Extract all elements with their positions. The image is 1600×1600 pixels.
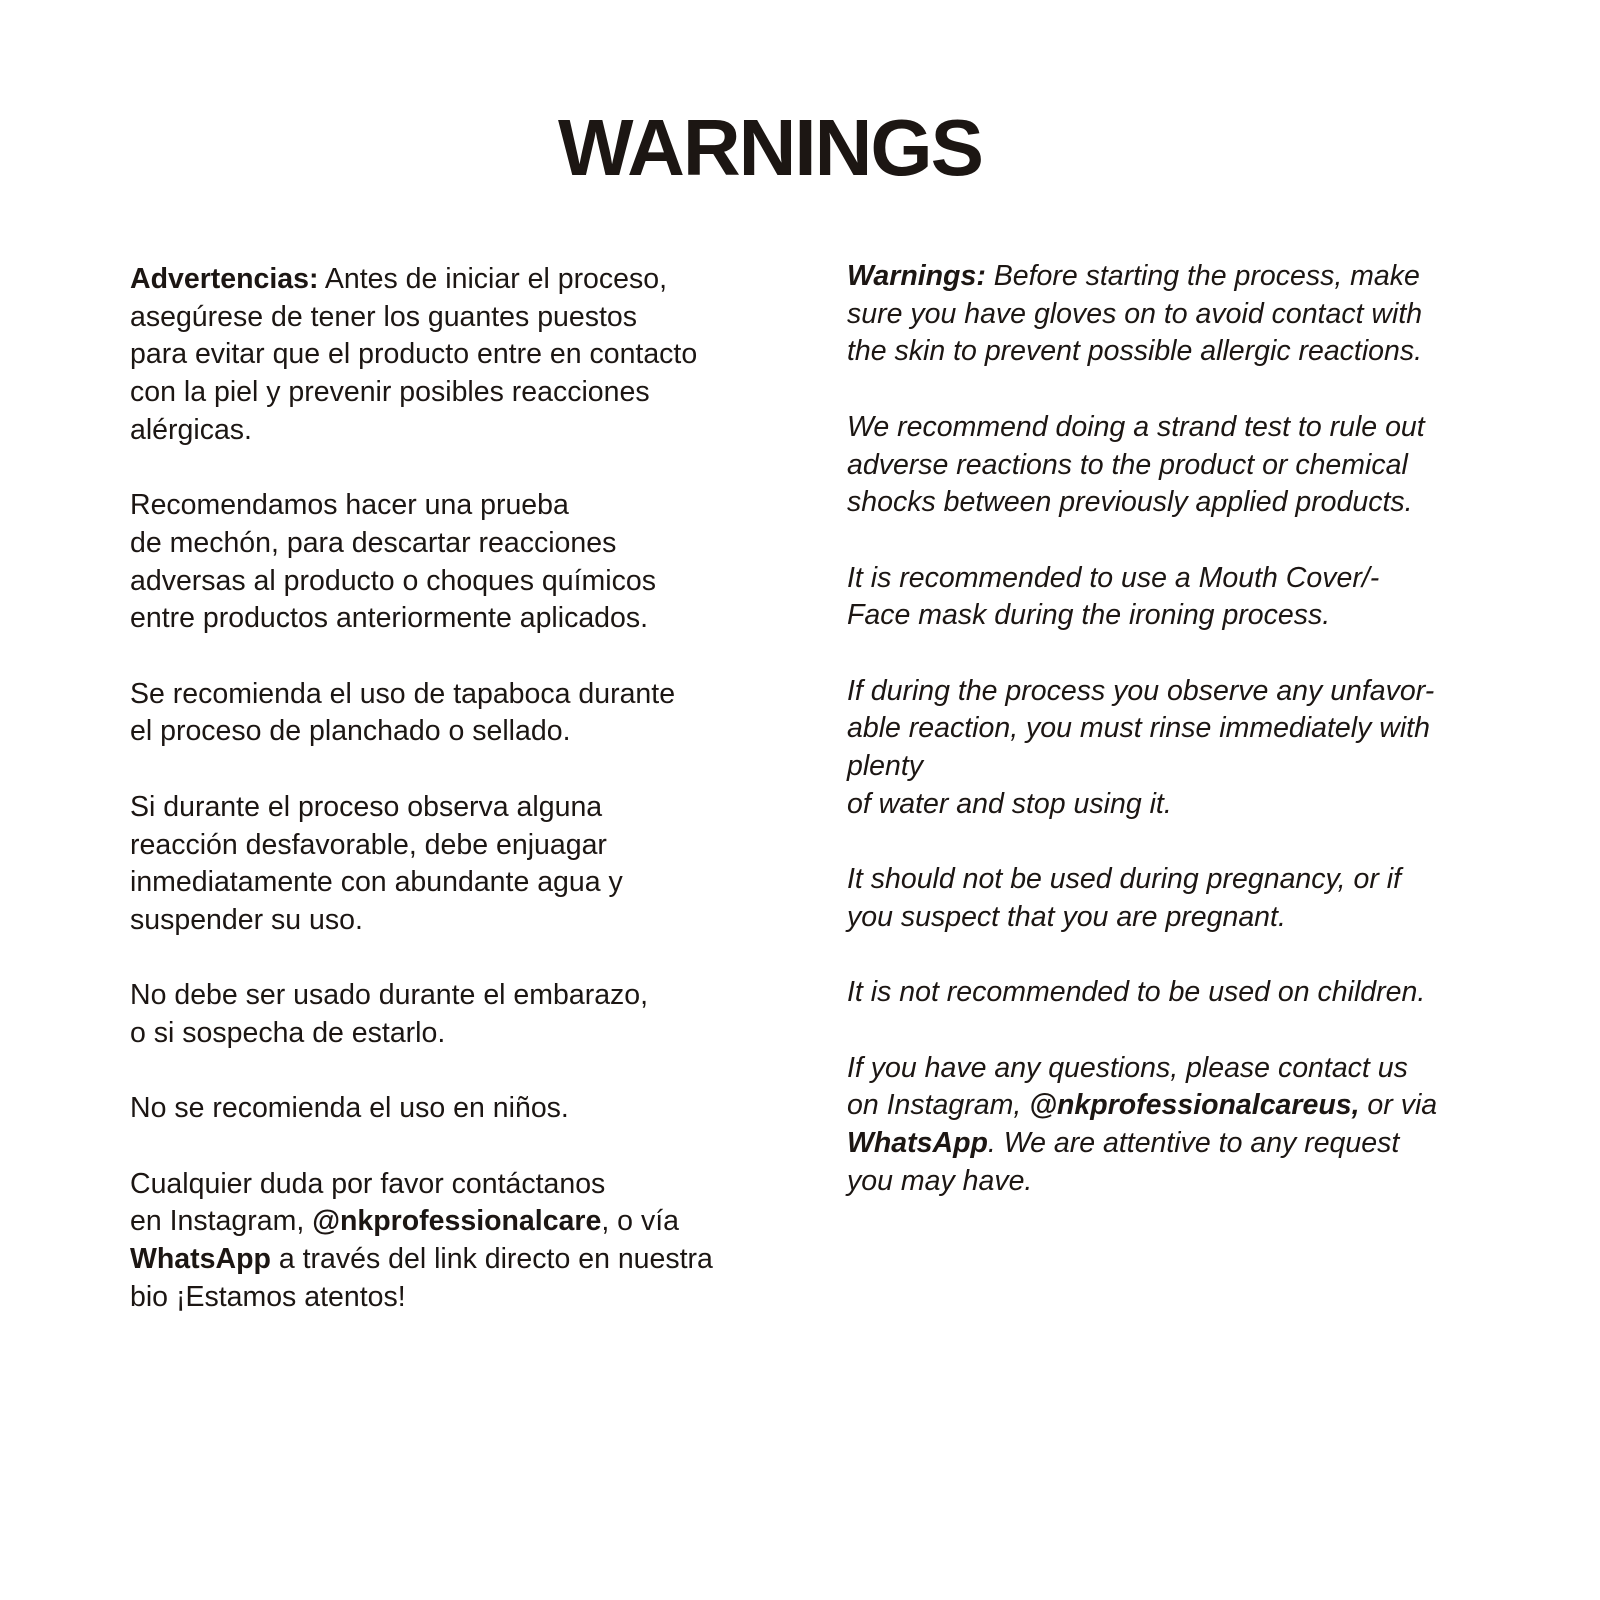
spanish-warnings-column (130, 261, 770, 1354)
instagram-handle: @nkprofessionalcare (312, 1205, 602, 1238)
spanish-lead-label: Advertencias: (130, 263, 319, 295)
spanish-paragraph-mask: Se recomienda el uso de tapaboca durante el proceso de planchado o sellado. (130, 677, 676, 748)
english-paragraph-mask: It is recommended to use a Mouth Cover/- Face mask during the ironing process. (847, 561, 1380, 632)
english-lead-label: Warnings: (847, 260, 986, 292)
spanish-paragraph-children: No se recomienda el uso en niños. (130, 1092, 569, 1125)
english-paragraph-pregnancy: It should not be used during pregnancy, or if you suspect that you are pregnant. (847, 863, 1401, 933)
spanish-paragraph-strand-test: Recomendamos hacer una prueba de mechón, para descartar reacciones adversas al producto o choques químicos entre productos anteriormente aplicados. (130, 489, 656, 635)
spanish-paragraph-contact: Cualquier duda por favor contáctanos en Instagram, @nkprofessionalcare, o vía WhatsApp a través del link directo en nuestra bio ¡Estamos atentos! (130, 1167, 713, 1313)
english-paragraph-reaction: If during the process you observe any unfavor- able reaction, you must rinse immediately with plenty of water and stop using it. (847, 674, 1435, 820)
english-paragraph-children: It is not recommended to be used on children. (847, 976, 1426, 1009)
whatsapp-label: WhatsApp (130, 1243, 271, 1276)
english-paragraph-strand-test: We recommend doing a strand test to rule out adverse reactions to the product or chemical shocks between previously applied products. (847, 410, 1425, 519)
whatsapp-label-en: WhatsApp (847, 1127, 988, 1160)
english-paragraph-gloves: Warnings: Before starting the process, make sure you have gloves on to avoid contact with the skin to prevent possible allergic reactions. (847, 260, 1423, 368)
instagram-handle-us: @nkprofessionalcareus, (1029, 1089, 1360, 1122)
english-paragraph-contact: If you have any questions, please contact us on Instagram, @nkprofessionalcareus, or via WhatsApp. We are attentive to any request you may have. (847, 1051, 1438, 1197)
spanish-paragraph-gloves: Advertencias: Antes de iniciar el proceso, asegúrese de tener los guantes puestos para evitar que el producto entre en contacto con la piel y prevenir posibles reacciones alérgicas. (130, 263, 698, 446)
spanish-paragraph-reaction: Si durante el proceso observa alguna reacción desfavorable, debe enjuagar inmediatamente con abundante agua y suspender su uso. (130, 790, 623, 936)
spanish-paragraph-pregnancy: No debe ser usado durante el embarazo, o si sospecha de estarlo. (130, 979, 649, 1049)
english-warnings-column (847, 258, 1487, 1238)
page-title: WARNINGS (558, 103, 982, 192)
